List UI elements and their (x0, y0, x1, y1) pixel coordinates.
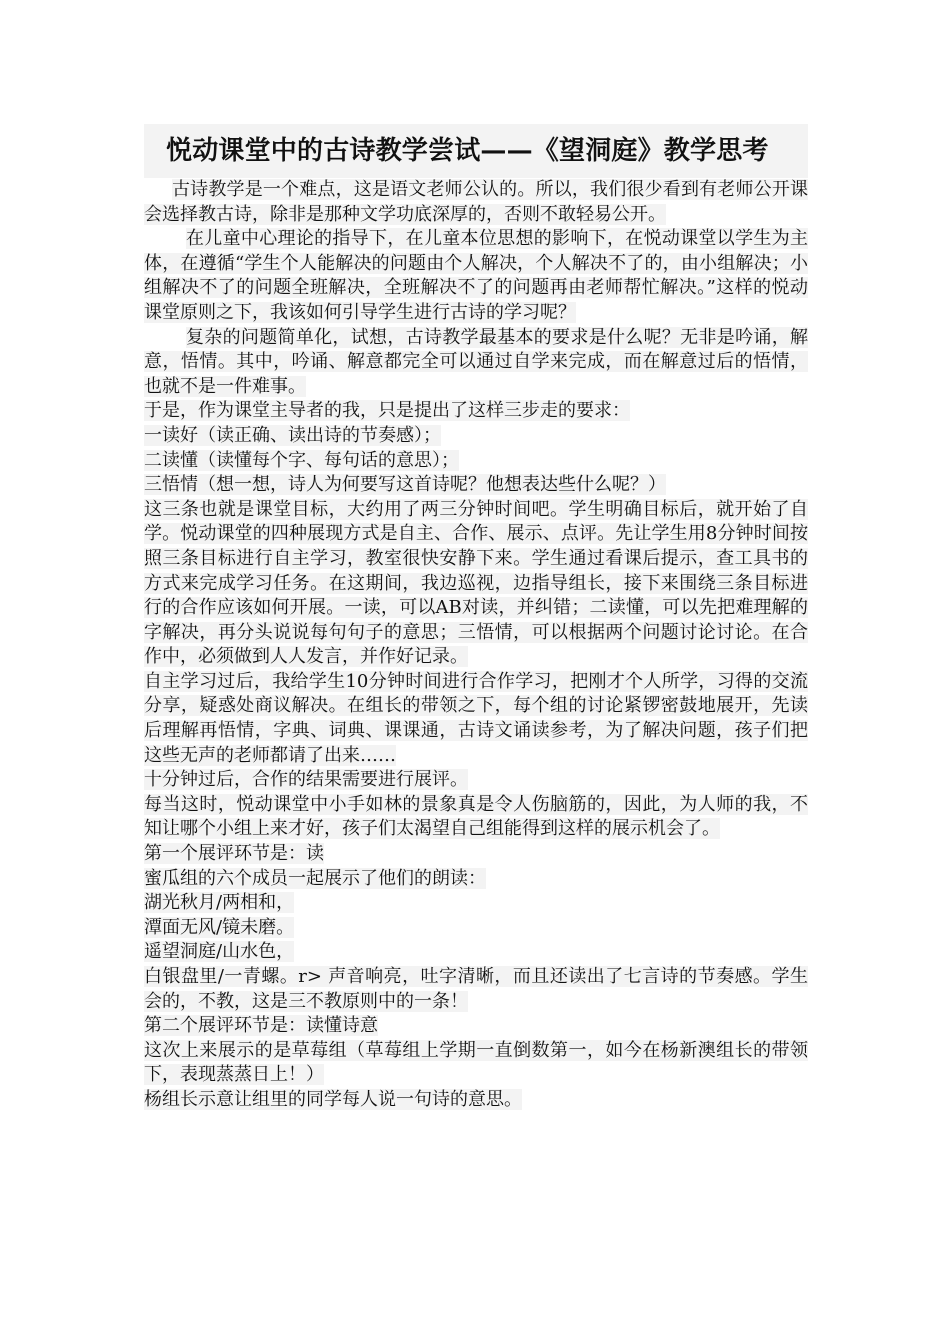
paragraph (144, 891, 808, 916)
paragraph-text: 潭面无风/镜未磨。 (144, 916, 295, 938)
paragraph (144, 793, 808, 842)
paragraph (144, 424, 808, 449)
paragraph (144, 399, 808, 424)
paragraph (144, 940, 808, 965)
paragraph (144, 449, 808, 474)
paragraph (144, 326, 808, 400)
paragraph (144, 965, 808, 1014)
paragraph-text: 这三条也就是课堂目标，大约用了两三分钟时间吧。学生明确目标后，就开始了自学。悦动课堂的四种展现方式是自主、合作、展示、点评。先让学生用8分钟时间按照三条目标进行自主学习，教室很快安静下来。学生通过看课后提示，查工具书的方式来完成学习任务。在这期间，我边巡视，边指导组长，接下来围绕三条目标进行的合作应该如何开展。一读，可以AB对读，并纠错；二读懂，可以先把难理解的字解决，再分头说说每句句子的意思；三悟情，可以根据两个问题讨论讨论。在合作中，必须做到人人发言，并作好记录。 (144, 498, 808, 668)
paragraph (144, 498, 808, 670)
paragraph (144, 227, 808, 325)
paragraph (144, 768, 808, 793)
paragraph-text: 二读懂（读懂每个字、每句话的意思）； (144, 449, 459, 471)
paragraph-text: 白银盘里/一青螺。r> 声音响亮，吐字清晰，而且还读出了七言诗的节奏感。学生会的，不教，这是三不教原则中的一条！ (144, 966, 808, 1012)
paragraph (144, 1088, 808, 1113)
paragraph-text: 古诗教学是一个难点，这是语文老师公认的。所以，我们很少看到有老师公开课会选择教古诗，除非是那种文学功底深厚的，否则不敢轻易公开。 (144, 179, 808, 225)
paragraph-text: 在儿童中心理论的指导下，在儿童本位思想的影响下，在悦动课堂以学生为主体，在遵循“学生个人能解决的问题由个人解决，个人解决不了的，由小组解决；小组解决不了的问题全班解决，全班解决不了的问题再由老师帮忙解决。”这样的悦动课堂原则之下，我该如何引导学生进行古诗的学习呢？ (144, 228, 808, 323)
paragraph-text: 蜜瓜组的六个成员一起展示了他们的朗读： (144, 867, 486, 889)
document-body (144, 178, 808, 1113)
paragraph (144, 1014, 808, 1039)
paragraph (144, 916, 808, 941)
paragraph-text: 第二个展评环节是：读懂诗意 (144, 1015, 378, 1037)
document-title: 悦动课堂中的古诗教学尝试——《望洞庭》教学思考 (144, 124, 808, 178)
paragraph-text: 第一个展评环节是：读 (144, 843, 324, 865)
paragraph-text: 这次上来展示的是草莓组（草莓组上学期一直倒数第一，如今在杨新澳组长的带领下，表现蒸蒸日上！） (144, 1039, 808, 1086)
paragraph (144, 842, 808, 867)
paragraph (144, 867, 808, 892)
document-page (144, 124, 808, 1113)
paragraph-text: 每当这时，悦动课堂中小手如林的景象真是令人伤脑筋的，因此，为人师的我，不知让哪个小组上来才好，孩子们太渴望自己组能得到这样的展示机会了。 (144, 793, 808, 840)
paragraph-text: 三悟情（想一想，诗人为何要写这首诗呢？他想表达些什么呢？） (144, 474, 666, 496)
paragraph-text: 自主学习过后，我给学生10分钟时间进行合作学习，把刚才个人所学，习得的交流分享，疑惑处商议解决。在组长的带领之下，每个组的讨论紧锣密鼓地展开，先读后理解再悟情，字典、词典、课课通，古诗文诵读参考，为了解决问题，孩子们把这些无声的老师都请了出来…… (144, 670, 808, 766)
paragraph-text: 十分钟过后，合作的结果需要进行展评。 (144, 769, 468, 791)
paragraph (144, 473, 808, 498)
paragraph (144, 1039, 808, 1088)
paragraph-text: 一读好（读正确、读出诗的节奏感）； (144, 424, 441, 446)
paragraph-text: 复杂的问题简单化，试想，古诗教学最基本的要求是什么呢？无非是吟诵，解意，悟情。其中，吟诵、解意都完全可以通过自学来完成，而在解意过后的悟情，也就不是一件难事。 (144, 326, 808, 397)
paragraph-text: 于是，作为课堂主导者的我，只是提出了这样三步走的要求： (144, 400, 630, 422)
paragraph (144, 670, 808, 768)
paragraph (144, 178, 808, 227)
paragraph-text: 遥望洞庭/山水色， (144, 941, 295, 963)
paragraph-text: 湖光秋月/两相和， (144, 892, 295, 914)
paragraph-text: 杨组长示意让组里的同学每人说一句诗的意思。 (144, 1088, 522, 1110)
